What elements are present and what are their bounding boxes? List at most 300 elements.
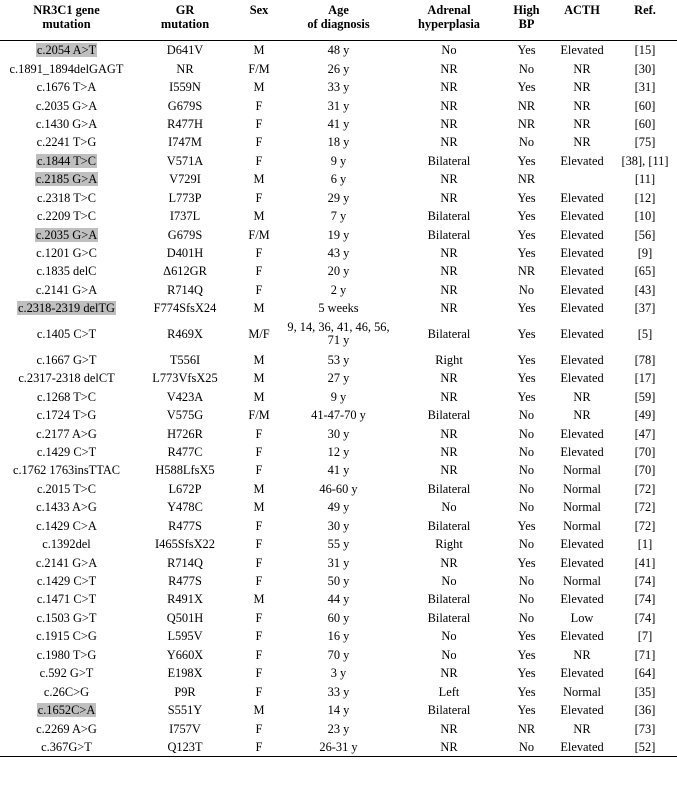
age-cell: 31 y [327, 98, 350, 113]
ref-cell: [12] [634, 190, 656, 205]
gr-mutation-cell: Δ612GR [163, 264, 207, 279]
table-row [0, 572, 677, 590]
gr-mutation-cell: I757V [169, 721, 201, 736]
ref-cell: [72] [634, 518, 656, 533]
high-bp-cell: Yes [517, 629, 536, 644]
sex-cell: F [255, 610, 263, 625]
acth-cell: NR [573, 389, 591, 404]
adrenal-hyperplasia-cell: NR [440, 282, 458, 297]
ref-cell: [36] [634, 703, 656, 718]
sex-cell: F [255, 264, 263, 279]
age-cell: 7 y [330, 209, 347, 224]
sex-cell: F/M [248, 408, 270, 423]
sex-cell: F [255, 116, 263, 131]
high-bp-cell: Yes [517, 246, 536, 261]
acth-cell: Low [570, 610, 594, 625]
adrenal-hyperplasia-cell: NR [440, 61, 458, 76]
ref-cell: [10] [634, 209, 656, 224]
table-row [0, 461, 677, 479]
gr-mutation-cell: V729I [169, 172, 201, 187]
sex-cell: M [253, 500, 265, 515]
mutation-cell: c.2015 T>C [36, 481, 97, 496]
age-cell: 49 y [327, 500, 350, 515]
ref-cell: [74] [634, 574, 656, 589]
ref-cell: [59] [634, 389, 656, 404]
mutation-cell: c.367G>T [0, 738, 133, 757]
age-cell: 31 y [327, 555, 350, 570]
sex-cell: F [255, 153, 263, 168]
sex-cell: F/M [248, 227, 270, 242]
sex-cell: F [255, 135, 263, 150]
age-cell: 6 y [330, 172, 347, 187]
mutation-cell: c.1429 C>A [36, 518, 97, 533]
gr-mutation-cell: V423A [166, 389, 204, 404]
high-bp-cell: Yes [517, 647, 536, 662]
age-cell: 60 y [327, 610, 350, 625]
gr-mutation-cell: R477H [167, 116, 203, 131]
adrenal-hyperplasia-cell: NR [440, 135, 458, 150]
age-cell: 2 y [330, 282, 347, 297]
sex-cell: F [255, 282, 263, 297]
table-row [0, 535, 677, 553]
table-row [0, 281, 677, 299]
acth-cell: Elevated [560, 153, 604, 168]
mutation-cell: c.1762 1763insTTAC [12, 463, 121, 478]
adrenal-hyperplasia-cell: Bilateral [427, 481, 471, 496]
ref-cell: [9] [637, 246, 653, 261]
adrenal-hyperplasia-cell: NR [440, 172, 458, 187]
high-bp-cell: Yes [517, 43, 536, 58]
ref-cell: [78] [634, 352, 656, 367]
gr-mutation-cell: R714Q [167, 555, 203, 570]
table-row [0, 41, 677, 60]
sex-cell: F/M [248, 61, 270, 76]
age-cell: 3 y [330, 666, 347, 681]
header-sex: Sex [237, 0, 281, 41]
mutation-cell: c.1835 delC [36, 264, 97, 279]
acth-cell: Elevated [560, 629, 604, 644]
header-age-of-diagnosis: Age of diagnosis [281, 0, 396, 41]
adrenal-hyperplasia-cell: Bilateral [427, 408, 471, 423]
mutation-cell: c.1433 A>G [36, 500, 97, 515]
table-row [0, 406, 677, 424]
age-cell: 33 y [327, 80, 350, 95]
sex-cell: M [253, 209, 265, 224]
age-cell: 27 y [327, 371, 350, 386]
age-cell: 9, 14, 36, 41, 46, 56, 71 y [287, 319, 390, 348]
mutation-cell: c.1724 T>G [36, 408, 97, 423]
adrenal-hyperplasia-cell: NR [440, 190, 458, 205]
gr-mutation-cell: S551Y [167, 703, 203, 718]
gr-mutation-cell: Y660X [166, 647, 204, 662]
sex-cell: F [255, 537, 263, 552]
ref-cell: [1] [637, 537, 653, 552]
high-bp-cell: NR [517, 172, 536, 187]
age-cell: 41-47-70 y [311, 408, 366, 423]
age-cell: 46-60 y [319, 481, 358, 496]
acth-cell: Elevated [560, 264, 604, 279]
sex-cell: M [253, 703, 265, 718]
adrenal-hyperplasia-cell: No [441, 647, 457, 662]
acth-cell: Normal [563, 518, 601, 533]
high-bp-cell: No [518, 500, 535, 515]
mutation-cell: c.1429 C>T [36, 444, 97, 459]
mutation-cell [0, 152, 133, 170]
gr-mutation-cell: P9R [174, 684, 196, 699]
table-body [0, 41, 677, 757]
gr-mutation-cell: H726R [167, 426, 203, 441]
adrenal-hyperplasia-cell: Bilateral [427, 153, 471, 168]
age-cell: 12 y [327, 444, 350, 459]
mutation-cell: c.26C>G [43, 684, 90, 699]
ref-cell: [70] [634, 463, 656, 478]
ref-cell: [35] [634, 684, 656, 699]
highlighted-mutation: c.2318-2319 delTG [17, 301, 116, 316]
age-cell: 16 y [327, 629, 350, 644]
gr-mutation-cell: Q501H [166, 610, 204, 625]
header-gr-mutation: GR mutation [133, 0, 237, 41]
table-row [0, 627, 677, 645]
header-adrenal-hyperplasia: Adrenal hyperplasia [396, 0, 502, 41]
sex-cell: F [255, 574, 263, 589]
age-cell: 43 y [327, 246, 350, 261]
high-bp-cell: NR [517, 264, 536, 279]
table-row [0, 664, 677, 682]
acth-cell: Elevated [560, 246, 604, 261]
ref-cell: [38], [11] [621, 153, 669, 168]
highlighted-mutation: c.2035 G>A [35, 227, 98, 242]
table-row [0, 590, 677, 608]
acth-cell: NR [573, 61, 591, 76]
high-bp-cell: Yes [517, 227, 536, 242]
table-row [0, 351, 677, 369]
ref-cell: [17] [634, 371, 656, 386]
ref-cell: [65] [634, 264, 656, 279]
adrenal-hyperplasia-cell: NR [440, 264, 458, 279]
high-bp-cell: No [518, 426, 535, 441]
table-row [0, 115, 677, 133]
mutation-cell: c.2177 A>G [36, 426, 97, 441]
sex-cell: F [255, 629, 263, 644]
age-cell: 26-31 y [281, 738, 396, 757]
adrenal-hyperplasia-cell: NR [440, 666, 458, 681]
acth-cell: Elevated [560, 666, 604, 681]
mutation-cell: c.2317-2318 delCT [18, 371, 115, 386]
adrenal-hyperplasia-cell: NR [440, 246, 458, 261]
age-cell: 26 y [327, 61, 350, 76]
sex-cell: F [255, 647, 263, 662]
ref-cell: [75] [634, 135, 656, 150]
table-row [0, 738, 677, 757]
ref-cell: [72] [634, 500, 656, 515]
sex-cell: F [255, 444, 263, 459]
highlighted-mutation: c.1844 T>C [36, 153, 97, 168]
acth-cell: Elevated [560, 703, 604, 718]
adrenal-hyperplasia-cell: NR [396, 738, 502, 757]
sex-cell: F [255, 426, 263, 441]
gr-mutation-cell: G679S [167, 98, 203, 113]
gr-mutation-cell: T556I [169, 352, 201, 367]
mutation-cell: c.2241 T>G [36, 135, 97, 150]
sex-cell: M [253, 301, 265, 316]
acth-cell: Elevated [551, 738, 613, 757]
adrenal-hyperplasia-cell: NR [440, 371, 458, 386]
ref-cell: [72] [634, 481, 656, 496]
adrenal-hyperplasia-cell: NR [440, 555, 458, 570]
sex-cell: F [255, 98, 263, 113]
mutation-cell: c.1405 C>T [36, 327, 97, 342]
age-cell: 5 weeks [318, 301, 359, 316]
high-bp-cell: No [518, 61, 535, 76]
ref-cell: [30] [634, 61, 656, 76]
table-row [0, 133, 677, 151]
acth-cell: Normal [563, 684, 601, 699]
age-cell: 44 y [327, 592, 350, 607]
adrenal-hyperplasia-cell: No [441, 574, 457, 589]
sex-cell: M [253, 481, 265, 496]
mutation-cell [0, 225, 133, 243]
high-bp-cell: NR [517, 98, 536, 113]
sex-cell: F [255, 721, 263, 736]
adrenal-hyperplasia-cell: Bilateral [427, 327, 471, 342]
acth-cell: Elevated [560, 227, 604, 242]
mutation-cell: c.2209 T>C [36, 209, 97, 224]
sex-cell: M [253, 352, 265, 367]
ref-cell: [37] [634, 301, 656, 316]
sex-cell: F [255, 463, 263, 478]
mutation-cell: c.1915 C>G [36, 629, 97, 644]
age-cell: 48 y [327, 43, 350, 58]
adrenal-hyperplasia-cell: No [441, 43, 457, 58]
gr-mutation-cell: D401H [166, 246, 204, 261]
table-row [0, 553, 677, 571]
gr-mutation-cell: R469X [167, 327, 203, 342]
table-row [0, 189, 677, 207]
high-bp-cell: No [518, 592, 535, 607]
acth-cell: NR [573, 98, 591, 113]
ref-cell: [64] [634, 666, 656, 681]
high-bp-cell: No [518, 135, 535, 150]
mutation-cell: c.2141 G>A [35, 282, 98, 297]
acth-cell: NR [573, 408, 591, 423]
ref-cell: [15] [634, 43, 656, 58]
table-row [0, 369, 677, 387]
high-bp-cell: Yes [517, 555, 536, 570]
header-nr3c1-gene-mutation: NR3C1 gene mutation [0, 0, 133, 41]
adrenal-hyperplasia-cell: NR [440, 426, 458, 441]
adrenal-hyperplasia-cell: No [441, 629, 457, 644]
high-bp-cell: Yes [517, 389, 536, 404]
acth-cell: Elevated [560, 282, 604, 297]
age-cell: 33 y [327, 684, 350, 699]
high-bp-cell: NR [517, 116, 536, 131]
ref-cell: [74] [634, 610, 656, 625]
ref-cell: [11] [634, 172, 656, 187]
gr-mutation-cell: R477S [168, 518, 202, 533]
highlighted-mutation: c.2054 A>T [36, 43, 97, 58]
acth-cell: Elevated [560, 371, 604, 386]
adrenal-hyperplasia-cell: Bilateral [427, 703, 471, 718]
adrenal-hyperplasia-cell: Bilateral [427, 592, 471, 607]
mutation-cell: c.1676 T>A [36, 80, 97, 95]
table-row [0, 646, 677, 664]
acth-cell: NR [573, 80, 591, 95]
age-cell: 23 y [327, 721, 350, 736]
table-row [0, 225, 677, 243]
high-bp-cell: Yes [517, 666, 536, 681]
high-bp-cell: Yes [517, 209, 536, 224]
sex-cell: F [255, 684, 263, 699]
sex-cell: M [253, 371, 265, 386]
header-acth: ACTH [551, 0, 613, 41]
gr-mutation-cell: L595V [167, 629, 203, 644]
adrenal-hyperplasia-cell: NR [440, 389, 458, 404]
mutation-cell [0, 41, 133, 60]
acth-cell: Elevated [560, 426, 604, 441]
header-high-bp: High BP [502, 0, 551, 41]
high-bp-cell: Yes [517, 153, 536, 168]
table-row [0, 498, 677, 516]
mutation-cell: c.1201 G>C [36, 246, 97, 261]
adrenal-hyperplasia-cell: Bilateral [427, 209, 471, 224]
mutation-cell: c.2269 A>G [36, 721, 97, 736]
sex-cell: F [255, 190, 263, 205]
ref-cell: [47] [634, 426, 656, 441]
gr-mutation-cell: NR [176, 61, 194, 76]
ref-cell: [60] [634, 98, 656, 113]
sex-cell: M [253, 80, 265, 95]
mutation-cell: c.1392del [42, 537, 91, 552]
high-bp-cell: Yes [517, 518, 536, 533]
mutation-cell: c.2035 G>A [35, 98, 98, 113]
gr-mutation-cell: F774SfsX24 [153, 301, 217, 316]
mutation-cell: c.2141 G>A [35, 555, 98, 570]
adrenal-hyperplasia-cell: NR [440, 721, 458, 736]
acth-cell: Elevated [560, 209, 604, 224]
acth-cell: Elevated [560, 555, 604, 570]
high-bp-cell: No [518, 610, 535, 625]
table-row [0, 96, 677, 114]
mutation-cell: c.1503 G>T [36, 610, 97, 625]
ref-cell: [43] [634, 282, 656, 297]
adrenal-hyperplasia-cell: Bilateral [427, 610, 471, 625]
high-bp-cell: No [518, 574, 535, 589]
gr-mutation-cell: L773VfsX25 [152, 371, 218, 386]
mutation-cell [0, 701, 133, 719]
gr-mutation-cell: L773P [168, 190, 202, 205]
acth-cell: Elevated [560, 190, 604, 205]
mutation-cell: c.1891_1894delGAGT [9, 61, 124, 76]
age-cell: 41 y [327, 116, 350, 131]
adrenal-hyperplasia-cell: NR [440, 116, 458, 131]
adrenal-hyperplasia-cell: Right [435, 352, 463, 367]
gr-mutation-cell: R714Q [167, 282, 203, 297]
mutation-cell [0, 299, 133, 317]
mutation-cell: c.1667 G>T [36, 352, 97, 367]
mutation-cell: c.592 G>T [39, 666, 94, 681]
acth-cell: Elevated [560, 352, 604, 367]
high-bp-cell: NR [517, 721, 536, 736]
acth-cell: Normal [563, 463, 601, 478]
age-cell: 70 y [327, 647, 350, 662]
high-bp-cell: No [502, 738, 551, 757]
adrenal-hyperplasia-cell: No [441, 500, 457, 515]
adrenal-hyperplasia-cell: Left [438, 684, 460, 699]
table-row [0, 480, 677, 498]
acth-cell: Normal [563, 500, 601, 515]
ref-cell: [71] [634, 647, 656, 662]
gr-mutation-cell: H588LfsX5 [155, 463, 215, 478]
table-row [0, 609, 677, 627]
age-cell: 30 y [327, 518, 350, 533]
ref-cell: [56] [634, 227, 656, 242]
mutation-cell: c.1430 G>A [35, 116, 98, 131]
age-cell: 53 y [327, 352, 350, 367]
acth-cell: Normal [563, 574, 601, 589]
age-cell: 18 y [327, 135, 350, 150]
gr-mutation-cell: R477C [167, 444, 203, 459]
age-cell: 9 y [330, 153, 347, 168]
high-bp-cell: Yes [517, 327, 536, 342]
ref-cell: [7] [637, 629, 653, 644]
gr-mutation-cell: R477S [168, 574, 202, 589]
table-header [0, 0, 677, 41]
gr-mutation-cell: V575G [166, 408, 204, 423]
highlighted-mutation: c.2185 G>A [35, 172, 98, 187]
high-bp-cell: No [518, 408, 535, 423]
adrenal-hyperplasia-cell: Bilateral [427, 227, 471, 242]
sex-cell: F [237, 738, 281, 757]
table-row [0, 701, 677, 719]
acth-cell: Elevated [560, 537, 604, 552]
ref-cell: [70] [634, 444, 656, 459]
age-cell: 41 y [327, 463, 350, 478]
acth-cell: Normal [563, 481, 601, 496]
table-row [0, 719, 677, 737]
age-cell: 19 y [327, 227, 350, 242]
mutation-cell: c.1980 T>G [36, 647, 97, 662]
age-cell: 29 y [327, 190, 350, 205]
table-row [0, 318, 677, 351]
acth-cell: NR [573, 116, 591, 131]
sex-cell: F [255, 666, 263, 681]
header-ref: Ref. [613, 0, 677, 41]
acth-cell: NR [573, 135, 591, 150]
gr-mutation-cell: L672P [168, 481, 202, 496]
sex-cell: M [253, 172, 265, 187]
adrenal-hyperplasia-cell: NR [440, 463, 458, 478]
age-cell: 14 y [327, 703, 350, 718]
mutation-cell [0, 170, 133, 188]
gr-mutation-cell: Q123T [133, 738, 237, 757]
acth-cell: Elevated [560, 444, 604, 459]
high-bp-cell: No [518, 537, 535, 552]
table-row [0, 517, 677, 535]
ref-cell: [41] [634, 555, 656, 570]
mutation-cell: c.1471 C>T [36, 592, 97, 607]
table-row [0, 262, 677, 280]
ref-cell: [49] [634, 408, 656, 423]
sex-cell: M [253, 389, 265, 404]
mutation-cell: c.1268 T>C [36, 389, 97, 404]
acth-cell: Elevated [560, 301, 604, 316]
acth-cell: Elevated [560, 327, 604, 342]
acth-cell: NR [573, 721, 591, 736]
age-cell: 20 y [327, 264, 350, 279]
table-row [0, 78, 677, 96]
high-bp-cell: No [518, 463, 535, 478]
sex-cell: F [255, 246, 263, 261]
